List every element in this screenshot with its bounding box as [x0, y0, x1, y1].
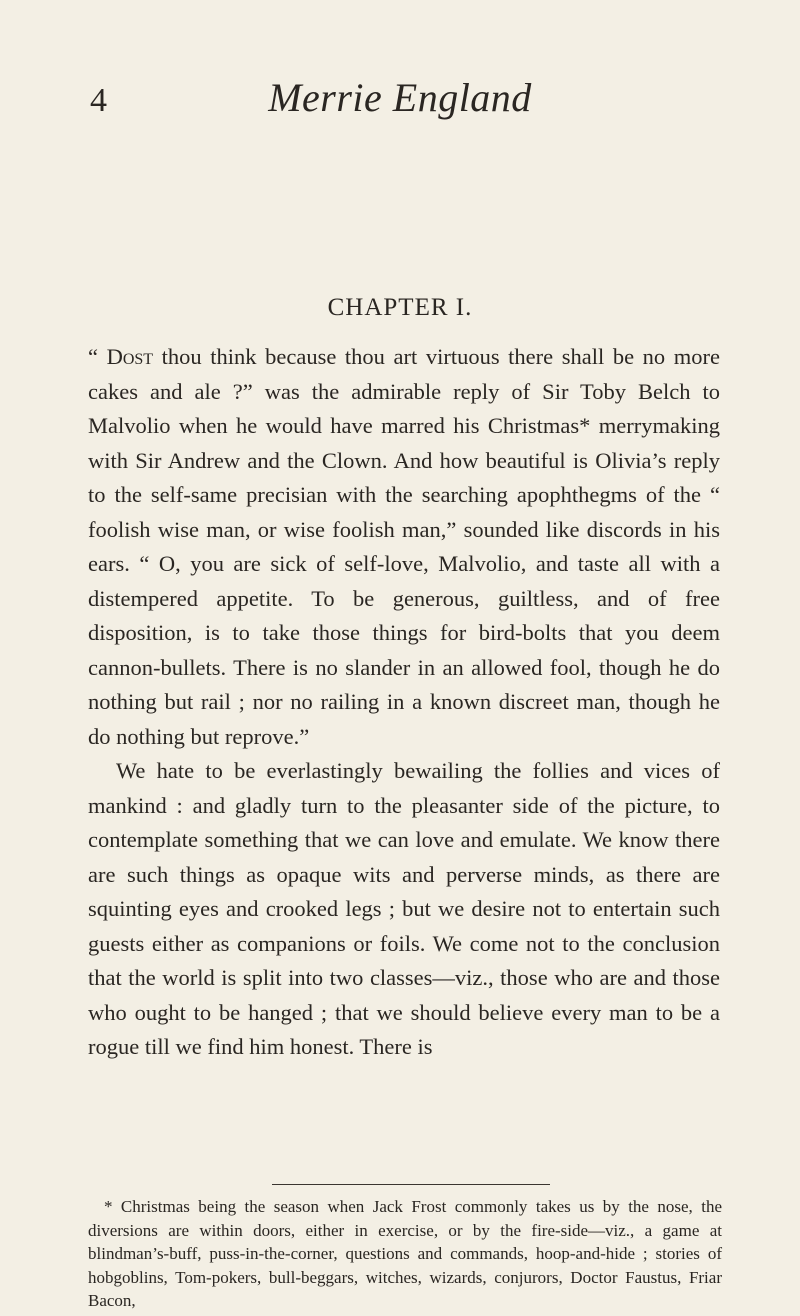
paragraph-1-text: thou think because thou art virtuous there shall be no more cakes and ale ?” was the admirable reply of Sir Toby Belch to Malvolio when he would have marred his Christmas* merrymaking with Sir Andrew and the Clown. And how beautiful is Olivia’s reply to the self-same precisian with the searching apophthegms of the “ foolish wise man, or wise foolish man,” sounded like discords in his ears. “ O, you are sick of self-love, Malvolio, and taste all with a distempered appetite. To be generous, guiltless, and of free disposition, is to take those things for bird-bolts that you deem cannon-bullets. There is no slander in an allowed fool, though he do nothing but rail ; nor no railing in a known discreet man, though he do nothing but reprove.” — [88, 344, 720, 749]
footnote-rule — [272, 1184, 550, 1185]
running-head — [60, 70, 740, 130]
body-text — [88, 340, 720, 1065]
footnote-text: * Christmas being the season when Jack Frost commonly takes us by the nose, the diversions are within doors, either in exercise, or by the fire-side—viz., a game at blindman’s-buff, puss-in-the-corner, questions and commands, hoop-and-hide ; stories of hobgoblins, Tom-pokers, bull-beggars, witches, wizards, conjurors, Doctor Faustus, Friar Bacon, — [88, 1197, 722, 1310]
paragraph-2: We hate to be everlastingly bewailing the follies and vices of mankind : and gladly turn to the pleasanter side of the picture, to contemplate something that we can love and emulate. We know there are such things as opaque wits and perverse minds, as there are squinting eyes and crooked legs ; but we desire not to entertain such guests either as companions or foils. We come not to the conclusion that the world is split into two classes—viz., those who are and those who ought to be hanged ; that we should believe every man to be a rogue till we find him honest. There is — [88, 758, 720, 1059]
running-title: Merrie England — [268, 75, 532, 120]
opening-quote: “ — [88, 344, 107, 369]
paragraph-1 — [88, 340, 720, 754]
page-number: 4 — [90, 82, 107, 119]
footnote — [88, 1195, 722, 1313]
chapter-heading: CHAPTER I. — [327, 294, 473, 321]
opening-word: Dost — [106, 344, 154, 369]
